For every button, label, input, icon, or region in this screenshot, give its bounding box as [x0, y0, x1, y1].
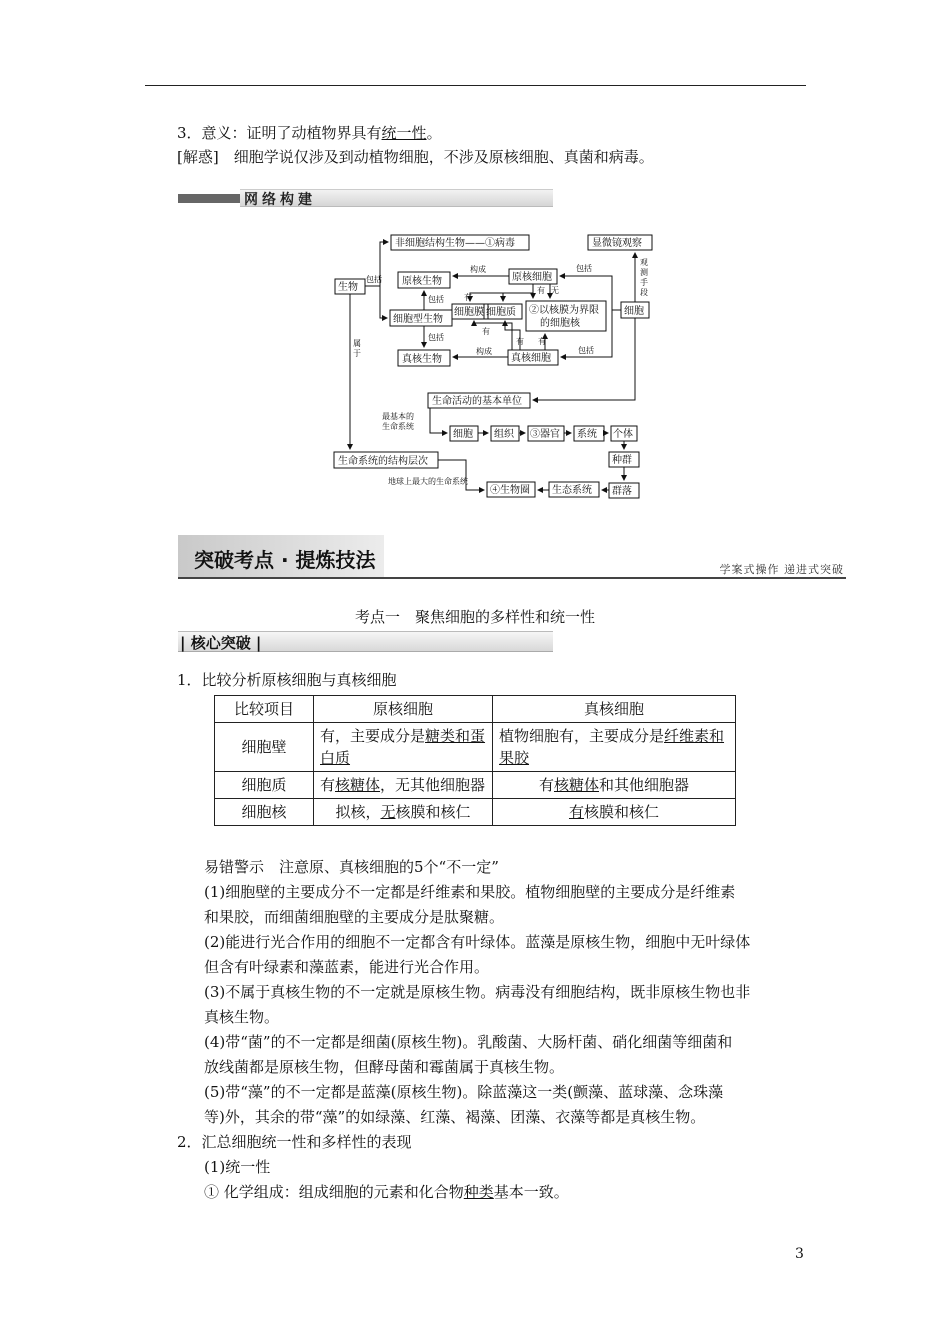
warning-title: 易错警示 注意原、真核细胞的5个“不一定”: [204, 858, 499, 876]
lbl-fei: 非细胞结构生物——①病毒: [395, 238, 515, 249]
para-line: (5)带“藻”的不一定都是蓝藻(原核生物)。除蓝藻这一类(颤藻、蓝球藻、念珠藻: [204, 1083, 724, 1101]
tupo-band: [178, 535, 846, 581]
lbl-zuzhi: 组织: [494, 429, 514, 440]
edge-shuyu-1: 属: [353, 339, 361, 348]
lbl-yuanhe-xb: 原核细胞: [512, 272, 552, 283]
lbl-jiben: 生命活动的基本单位: [432, 396, 522, 407]
lbl-zhongqun: 种群: [612, 455, 632, 466]
edge-guance-3: 手: [640, 278, 648, 287]
lbl-xibaomo: 细胞膜: [454, 307, 484, 318]
tupo-title: 突破考点 · 提炼技法: [194, 548, 376, 572]
edge-baokuo5: 包括: [578, 346, 594, 355]
para-line: 但含有叶绿素和藻蓝素，能进行光合作用。: [204, 958, 490, 976]
edge-goucheng1: 构成: [470, 265, 486, 274]
jiehuo-line: [解惑] 细胞学说仅涉及到动植物细胞，不涉及原核细胞、真菌和病毒。: [177, 148, 654, 166]
th-pro: 原核细胞: [314, 696, 493, 723]
cell-pro: 拟核，无核膜和核仁: [314, 799, 493, 826]
concept-map: [320, 222, 660, 504]
lbl-yuanhe-sw: 原核生物: [402, 276, 442, 287]
edge-baokuo2: 包括: [576, 264, 592, 273]
para-line: 放线菌都是原核生物，但酵母菌和霉菌属于真核生物。: [204, 1058, 565, 1076]
lbl-qiguan: ③器官: [530, 429, 560, 440]
lbl-xb2: 细胞: [453, 429, 473, 440]
edge-you1: 有: [464, 293, 472, 302]
lbl-shengwuquan: ④生物圈: [490, 485, 530, 496]
lbl-xibao: 细胞: [624, 306, 644, 317]
edge-baokuo3: 包括: [428, 295, 444, 304]
para-line: 等)外，其余的带“藻”的如绿藻、红藻、褐藻、团藻、衣藻等都是真核生物。: [204, 1108, 706, 1126]
para-line: (4)带“菌”的不一定都是细菌(原核生物)。乳酸菌、大肠杆菌、硝化细菌等细菌和: [204, 1033, 733, 1051]
lbl-qunluo: 群落: [612, 486, 632, 497]
edge-you3: 有: [482, 327, 490, 336]
page-number: 3: [795, 1246, 804, 1262]
edge-guance-4: 段: [640, 288, 648, 297]
lbl-zhenhe-xb: 真核细胞: [511, 353, 551, 364]
cell-eu: 有核膜和核仁: [493, 799, 736, 826]
row-name: 细胞壁: [215, 723, 314, 772]
hexin-bar: [178, 631, 553, 652]
tupo-right: 学案式操作 递进式突破: [719, 563, 844, 576]
sub1: (1)统一性: [204, 1158, 271, 1176]
cell-eu: 植物细胞有，主要成分是纤维素和果胶: [493, 723, 736, 772]
edge-zuijiben-1: 最基本的: [382, 412, 414, 421]
edge-baokuo4: 包括: [428, 333, 444, 342]
lbl-shengwu: 生物: [338, 282, 358, 293]
lbl-xianwei: 显微镜观察: [592, 238, 642, 249]
edge-shuyu-2: 于: [353, 349, 361, 358]
lbl-zhenhe-sw: 真核生物: [402, 354, 442, 365]
cell-pro: 有核糖体，无其他细胞器: [314, 772, 493, 799]
edge-you2: 有: [537, 286, 545, 295]
lbl-xibaozhi: 细胞质: [486, 307, 516, 318]
lbl-hemo-2: 的细胞核: [540, 318, 580, 329]
row-name: 细胞质: [215, 772, 314, 799]
edge-wu: 无: [551, 286, 559, 295]
lbl-hemo-1: ②以核膜为界限: [529, 305, 599, 316]
edge-goucheng2: 构成: [476, 347, 492, 356]
comparison-table: [214, 695, 736, 826]
edge-zuijiben-2: 生命系统: [382, 422, 414, 431]
cell-eu: 有核糖体和其他细胞器: [493, 772, 736, 799]
edge-baokuo1: 包括: [366, 275, 382, 284]
para-line: 真核生物。: [204, 1008, 280, 1026]
lbl-geti: 个体: [613, 429, 633, 440]
lbl-shengtai: 生态系统: [552, 485, 592, 496]
edge-zuida: 地球上最大的生命系统: [388, 477, 468, 486]
edge-you5: 有: [538, 337, 546, 346]
edge-guance-1: 观: [640, 258, 648, 267]
meaning-line: 3．意义：证明了动植物界具有统一性。: [177, 124, 442, 142]
para-line: (3)不属于真核生物的不一定就是原核生物。病毒没有细胞结构，既非原核生物也非: [204, 983, 751, 1001]
header-rule: [145, 85, 806, 86]
th-eu: 真核细胞: [493, 696, 736, 723]
hexin-title: | 核心突破 |: [180, 634, 262, 652]
lbl-cengci: 生命系统的结构层次: [338, 456, 428, 467]
network-title: 网络构建: [244, 192, 316, 208]
sub1a: ① 化学组成：组成细胞的元素和化合物种类基本一致。: [204, 1183, 569, 1201]
network-section-bar: [178, 189, 553, 207]
edge-guance-2: 测: [640, 268, 648, 277]
lbl-xitong: 系统: [577, 429, 597, 440]
para-line: (2)能进行光合作用的细胞不一定都含有叶绿体。蓝藻是原核生物，细胞中无叶绿体: [204, 933, 751, 951]
edge-you4: 有: [516, 337, 524, 346]
cell-pro: 有，主要成分是糖类和蛋白质: [314, 723, 493, 772]
lbl-xibao-sw: 细胞型生物: [393, 314, 443, 325]
item1: 1．比较分析原核细胞与真核细胞: [177, 671, 397, 689]
para-line: (1)细胞壁的主要成分不一定都是纤维素和果胶。植物细胞壁的主要成分是纤维素: [204, 883, 736, 901]
kaodian-title: 考点一 聚焦细胞的多样性和统一性: [354, 608, 595, 626]
item2: 2．汇总细胞统一性和多样性的表现: [177, 1133, 412, 1151]
th-item: 比较项目: [215, 696, 314, 723]
para-line: 和果胶，而细菌细胞壁的主要成分是肽聚糖。: [204, 908, 505, 926]
row-name: 细胞核: [215, 799, 314, 826]
